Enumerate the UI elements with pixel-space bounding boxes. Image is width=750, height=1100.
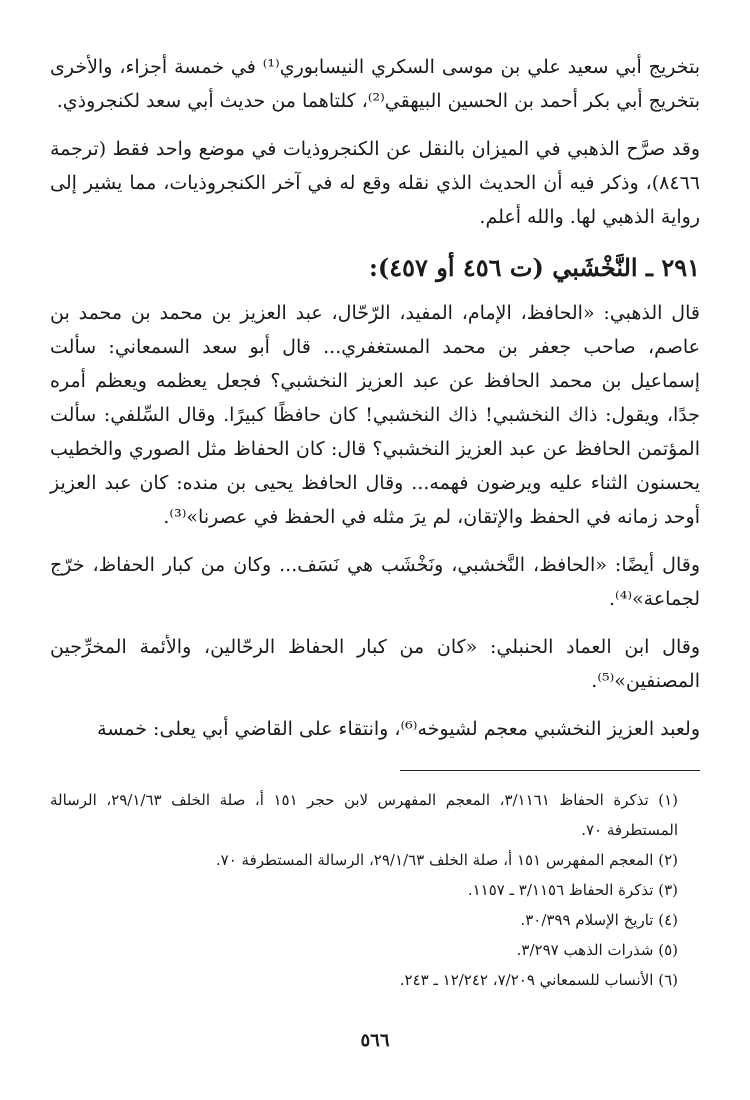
paragraph-3: قال الذهبي: «الحافظ، الإمام، المفيد، الرّحّال، عبد العزيز بن محمد بن محمد بن عاصم، صاحب جعفر بن محمد المستغفري... قال أبو سعد السمعاني: سألت إسماعيل بن محمد الحافظ عن عبد العزيز النخشبي؟ فجعل يعظمه ويعظم أمره جدًا، ويقول: ذاك النخشبي! ذاك النخشبي! كان حافظًا كبيرًا. وقال السِّلفي: سألت المؤتمن الحافظ عن عبد العزيز النخشبي؟ قال: كان الحفاظ مثل الصوري والخطيب يحسنون الثناء عليه ويرضون فهمه... وقال الحافظ يحيى بن منده: كان عبد العزيز أوحد زمانه في الحفظ والإتقان، لم يرَ مثله في الحفظ في عصرنا»⁽³⁾. <box>50 302 700 528</box>
footnote-6: (٦) الأنساب للسمعاني ٧/٢٠٩، ١٢/٢٤٢ ـ ٢٤٣. <box>399 971 678 989</box>
paragraph-2: وقد صرَّح الذهبي في الميزان بالنقل عن الكنجروذيات في موضع واحد فقط (ترجمة ٨٤٦٦)، وذكر فيه أن الحديث الذي نقله وقع له في آخر الكنجروذيات، مما يشير إلى رواية الذهبي لها. والله أعلم. <box>50 138 700 228</box>
paragraph-5: وقال ابن العماد الحنبلي: «كان من كبار الحفاظ الرحّالين، والأئمة المخرِّجين المصنفين»⁽⁵⁾. <box>50 636 700 692</box>
footnote-1: (١) تذكرة الحفاظ ٣/١١٦١، المعجم المفهرس لابن حجر ١٥١ أ، صلة الخلف ٢٩/١/٦٣، الرسالة المستطرفة ٧٠. <box>50 791 678 839</box>
footnotes <box>50 785 700 995</box>
main-text-column <box>50 50 700 995</box>
footnote-separator <box>400 770 700 771</box>
paragraph-6: ولعبد العزيز النخشبي معجم لشيوخه⁽⁶⁾، وانتقاء على القاضي أبي يعلى: خمسة <box>97 718 700 740</box>
footnote-4: (٤) تاريخ الإسلام ٣٠/٣٩٩. <box>520 911 678 929</box>
page-number: ٥٦٦ <box>360 1030 390 1051</box>
paragraph-4: وقال أيضًا: «الحافظ، النَّخشبي، ونَخْشَب هي نَسَف... وكان من كبار الحفاظ، خرّج لجماعة»⁽⁴⁾. <box>50 554 700 610</box>
footnote-3: (٣) تذكرة الحفاظ ٣/١١٥٦ ـ ١١٥٧. <box>467 881 678 899</box>
paragraph-1: بتخريج أبي سعيد علي بن موسى السكري النيسابوري⁽¹⁾ في خمسة أجزاء، والأخرى بتخريج أبي بكر أحمد بن الحسين البيهقي⁽²⁾، كلتاهما من حديث أبي سعد لكنجروذي. <box>50 56 700 112</box>
footnote-5: (٥) شذرات الذهب ٣/٢٩٧. <box>516 941 678 959</box>
footnote-2: (٢) المعجم المفهرس ١٥١ أ، صلة الخلف ٢٩/١/٦٣، الرسالة المستطرفة ٧٠. <box>215 851 678 869</box>
entry-heading: ٢٩١ ـ النَّخْشَبي (ت ٤٥٦ أو ٤٥٧): <box>369 253 700 282</box>
